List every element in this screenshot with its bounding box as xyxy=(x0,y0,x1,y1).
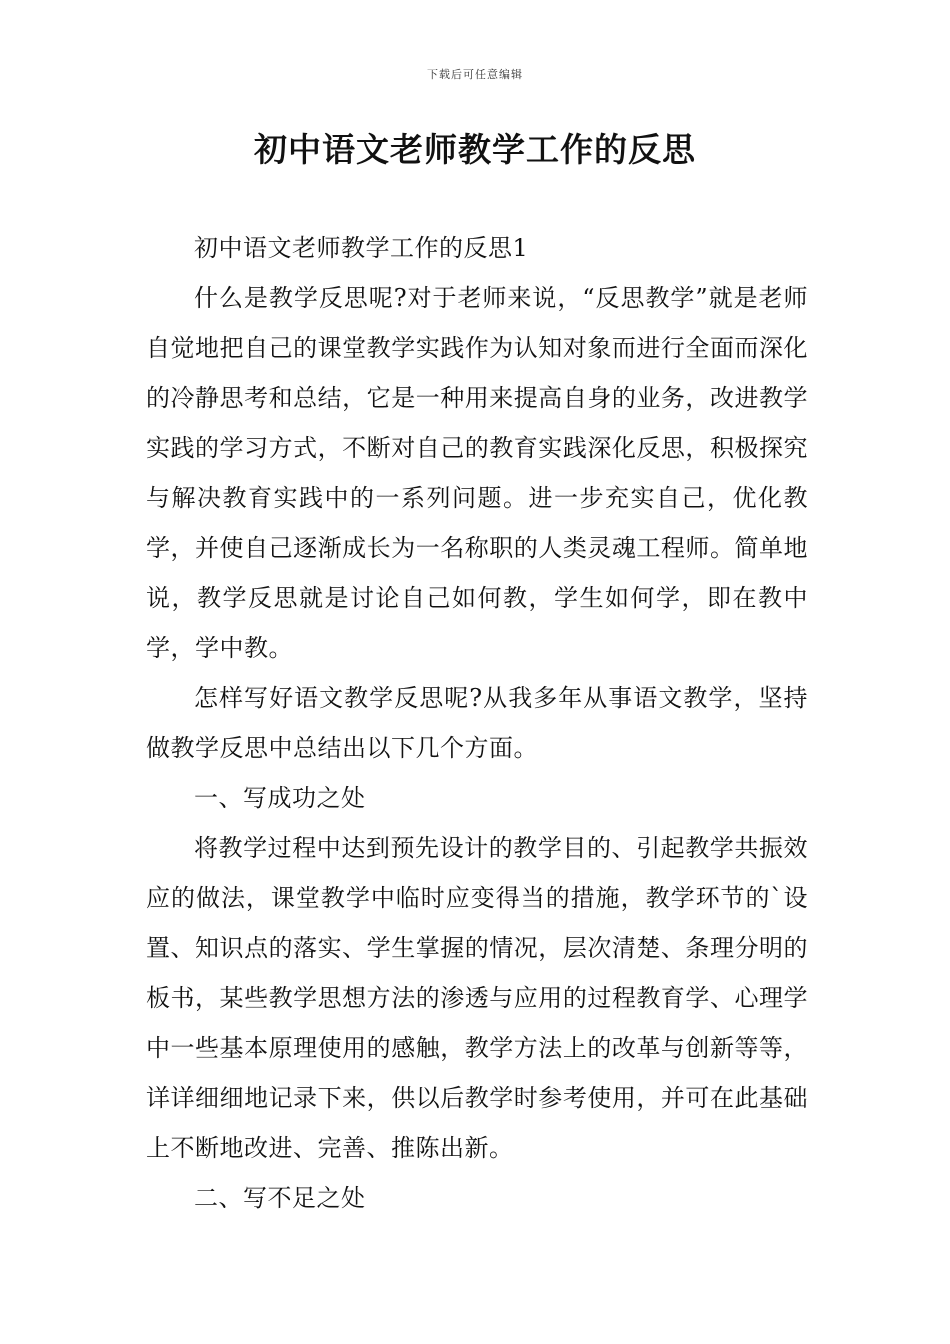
subsection-heading: 一、写成功之处 xyxy=(194,784,366,812)
body-paragraph: 将教学过程中达到预先设计的教学目的、引起教学共振效应的做法，课堂教学中临时应变得当的措施，教学环节的`设置、知识点的落实、学生掌握的情况，层次清楚、条理分明的板书，某些教学思想方法的渗透与应用的过程教育学、心理学中一些基本原理使用的感触，教学方法上的改革与创新等等，详详细细地记录下来，供以后教学时参考使用，并可在此基础上不断地改进、完善、推陈出新。 xyxy=(146,834,808,1162)
body-paragraph: 什么是教学反思呢?对于老师来说，“反思教学”就是老师自觉地把自己的课堂教学实践作为认知对象而进行全面而深化的冷静思考和总结，它是一种用来提高自身的业务，改进教学实践的学习方式，不断对自己的教育实践深化反思，积极探究与解决教育实践中的一系列问题。进一步充实自己，优化教学，并使自己逐渐成长为一名称职的人类灵魂工程师。简单地说，教学反思就是讨论自己如何教，学生如何学，即在教中学，学中教。 xyxy=(146,284,808,662)
section-heading: 初中语文老师教学工作的反思1 xyxy=(194,234,529,262)
document-title: 初中语文老师教学工作的反思 xyxy=(254,130,696,169)
body-paragraph: 怎样写好语文教学反思呢?从我多年从事语文教学，坚持做教学反思中总结出以下几个方面。 xyxy=(146,684,808,762)
document-body xyxy=(146,223,808,1223)
header-note: 下载后可任意编辑 xyxy=(427,68,523,81)
subsection-heading: 二、写不足之处 xyxy=(194,1184,366,1212)
